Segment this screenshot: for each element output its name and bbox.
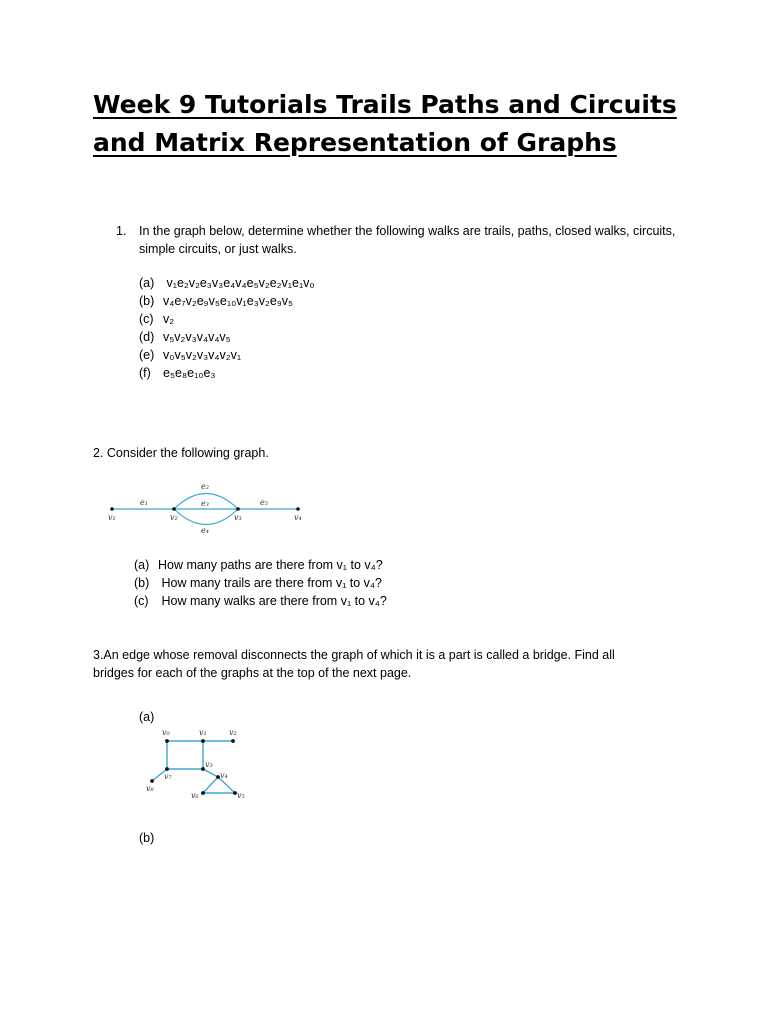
question-2-graph <box>100 478 320 538</box>
vertex-label-v4: v₄ <box>220 771 228 780</box>
question-3-text: 3.An edge whose removal disconnects the graph of which it is a part is called a bridge. Find all bridges for each of the graphs at the top of the next page. <box>93 648 615 680</box>
subquestion-item: (b) How many trails are there from v₁ to v₄? <box>134 576 382 590</box>
walk-item: (f) e₅e₈e₁₀e₃ <box>139 366 216 380</box>
subquestion-item: (c) How many walks are there from v₁ to v₄? <box>134 594 387 608</box>
vertex-v1 <box>201 739 205 743</box>
walk-item: (a) v₁e₂v₂e₃v₃e₄v₄e₅v₂e₂v₁e₁v₀ <box>139 276 315 290</box>
vertex-label-v0: v₀ <box>162 728 170 737</box>
vertex-v1 <box>110 507 114 511</box>
vertex-v3 <box>236 507 240 511</box>
vertex-v8 <box>150 779 154 783</box>
walk-item: (c) v₂ <box>139 312 175 326</box>
vertex-v7 <box>165 767 169 771</box>
question-3-graph-a <box>140 724 260 806</box>
edge-e4 <box>174 509 238 525</box>
part-b-label: (b) <box>139 831 155 845</box>
vertex-v0 <box>165 739 169 743</box>
question-1-text: In the graph below, determine whether the following walks are trails, paths, closed walks, circuits, simple circuits, or just walks. <box>139 224 676 256</box>
subquestion-item: (a) How many paths are there from v₁ to v₄? <box>134 558 383 572</box>
question-1-number: 1. <box>116 224 127 238</box>
edge-label-e4: e₄ <box>201 526 209 535</box>
vertex-v6 <box>201 791 205 795</box>
edge-label-e2: e₂ <box>201 482 209 491</box>
vertex-v4 <box>296 507 300 511</box>
vertex-label-v1: v₁ <box>108 513 116 522</box>
vertex-label-v3: v₃ <box>205 760 213 769</box>
vertex-label-v2: v₂ <box>170 513 178 522</box>
vertex-v2 <box>231 739 235 743</box>
edge-label-e3: e₃ <box>201 499 209 508</box>
vertex-label-v1: v₁ <box>199 728 207 737</box>
walk-item: (b) v₄e₇v₂e₉v₅e₁₀v₁e₃v₂e₉v₅ <box>139 294 294 308</box>
vertex-label-v4: v₄ <box>294 513 302 522</box>
part-a-label: (a) <box>139 710 155 724</box>
vertex-label-v3: v₃ <box>234 513 242 522</box>
walk-item: (d) v₅v₂v₃v₄v₄v₅ <box>139 330 231 344</box>
walk-list <box>139 274 315 382</box>
edge-label-e1: e₁ <box>140 498 148 507</box>
vertex-label-v5: v₅ <box>237 791 245 800</box>
vertex-label-v6: v₆ <box>191 791 199 800</box>
question-2-subquestions <box>134 556 387 610</box>
page-title: Week 9 Tutorials Trails Paths and Circuits and Matrix Representation of Graphs <box>93 90 677 157</box>
walk-item: (e) v₀v₅v₂v₃v₄v₂v₁ <box>139 348 242 362</box>
vertex-v2 <box>172 507 176 511</box>
vertex-label-v8: v₈ <box>146 784 154 793</box>
edge-label-e5: e₅ <box>260 498 268 507</box>
vertex-label-v7: v₇ <box>164 772 172 781</box>
question-2-text: 2. Consider the following graph. <box>93 446 269 460</box>
vertex-label-v2: v₂ <box>229 728 237 737</box>
